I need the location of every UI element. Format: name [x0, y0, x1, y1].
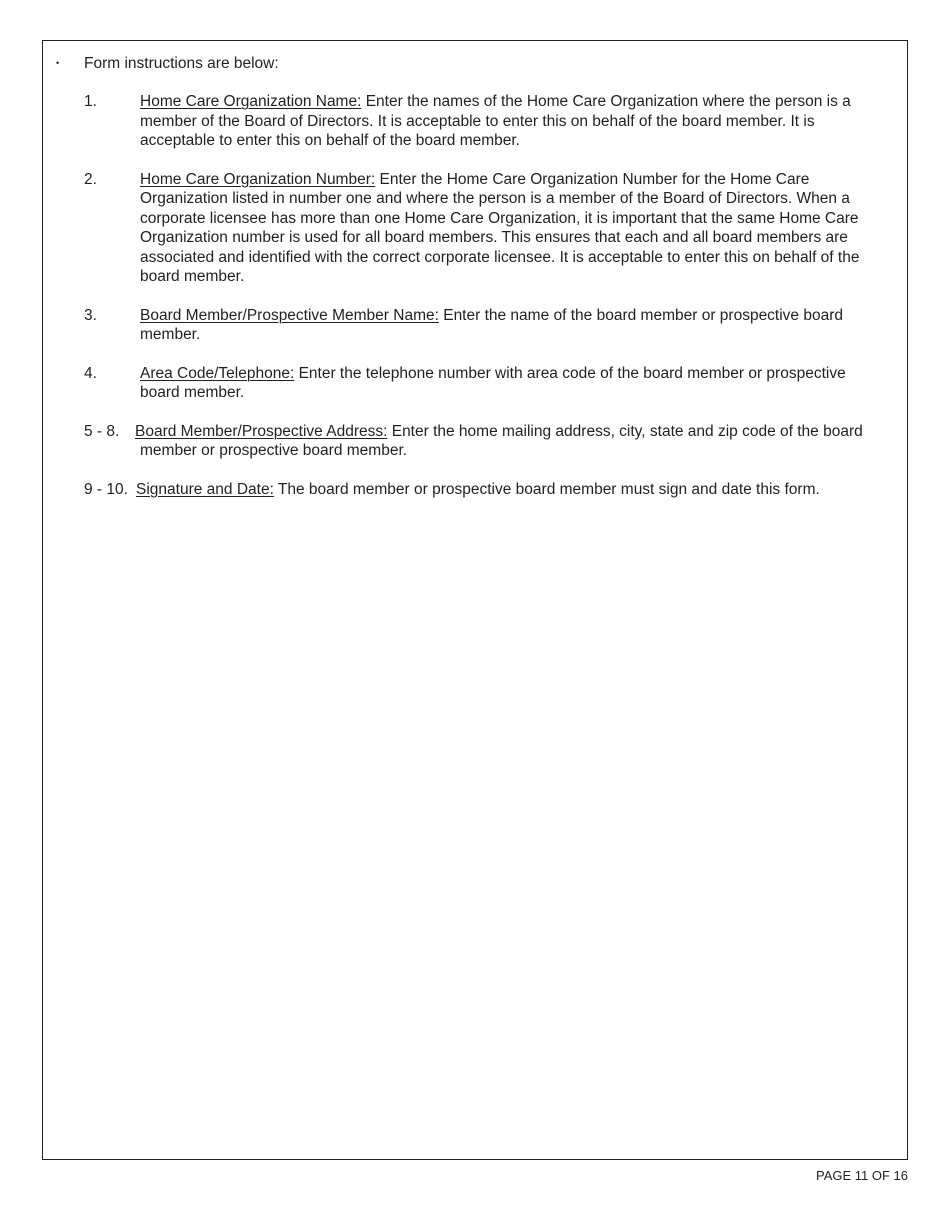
instruction-item-4 [84, 364, 889, 403]
item-text: The board member or prospective board member must sign and date this form. [273, 480, 820, 498]
item-body [140, 364, 889, 403]
page-number: PAGE 11 OF 16 [815, 1168, 908, 1183]
bullet-icon: • [56, 58, 60, 68]
instructions-intro: Form instructions are below: [84, 55, 279, 72]
item-text: Enter the names of the Home Care Organization where the person is a member of the Board of Directors. It is acceptable to enter this on behalf of the board member. It is acceptable to enter this on behalf of the board member. [140, 93, 851, 149]
form-instructions-frame [42, 40, 908, 1160]
instruction-item-1 [84, 92, 889, 151]
item-label: Board Member/Prospective Member Name: [140, 306, 439, 324]
item-text: Enter the Home Care Organization Number for the Home Care Organization listed in number one and where the person is a member of the Board of Directors. When a corporate licensee has more than one Home Care Organization, it is important that the same Home Care Organization number is used for all board members. This ensures that each and all board members are associated and identified with the correct corporate licensee. It is acceptable to enter this on behalf of the board member. [140, 170, 860, 285]
item-body [140, 170, 889, 287]
item-body [140, 92, 889, 151]
instruction-item-3 [84, 306, 889, 345]
item-number: 3. [84, 306, 97, 324]
item-body [140, 306, 889, 345]
item-number: 1. [84, 93, 97, 110]
item-text: Enter the telephone number with area code of the board member or prospective board member. [140, 364, 846, 401]
instruction-item-9-10 [84, 480, 889, 500]
item-label: Signature and Date: [136, 480, 274, 498]
item-body [136, 480, 889, 500]
item-text: Enter the name of the board member or prospective board member. [140, 306, 844, 343]
item-text: Enter the home mailing address, city, state and zip code of the board member or prospective board member. [140, 422, 863, 459]
item-label: Area Code/Telephone: [140, 364, 295, 382]
item-label: Home Care Organization Name: [140, 93, 362, 110]
instruction-item-2 [84, 170, 889, 287]
item-number: 5 - 8. [84, 422, 120, 440]
item-label: Home Care Organization Number: [140, 170, 376, 188]
item-number: 2. [84, 170, 97, 188]
instructions-list [84, 92, 889, 518]
item-number: 4. [84, 364, 97, 382]
item-number: 9 - 10. [84, 480, 128, 498]
item-body [135, 422, 889, 461]
item-label: Board Member/Prospective Address: [135, 422, 388, 440]
instruction-item-5-8 [84, 422, 889, 461]
